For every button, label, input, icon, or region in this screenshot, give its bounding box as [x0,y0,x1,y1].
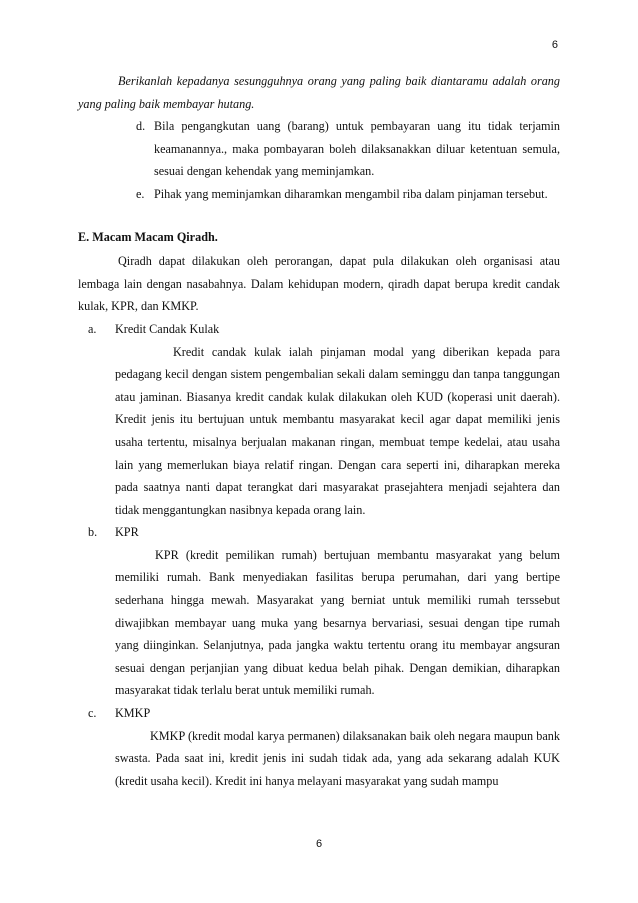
list-marker: e. [136,186,145,201]
credit-type-title: KPR [115,525,139,540]
list-marker: b. [88,525,98,540]
list-marker: c. [88,706,97,721]
credit-type-title: KMKP [115,706,151,721]
credit-type-title-row [88,702,560,725]
section-heading: E. Macam Macam Qiradh. [78,229,218,244]
page-number-top: 6 [551,39,558,51]
hadith-quote: Berikanlah kepadanya sesungguhnya orang yang paling baik diantaramu adalah orang yang paling baik membayar hutang. [78,74,560,111]
list-marker: a. [88,321,97,336]
credit-type-description: KMKP (kredit modal karya permanen) dilaksanakan baik oleh negara maupun bank swasta. Pada saat ini, kredit jenis ini sudah tidak ada, yang ada sekarang adalah KUK (kredit usaha kecil). Kredit ini hanya melayani masyarakat yang sudah mampu [115,728,560,788]
credit-type-item [78,521,560,702]
document-body [78,70,560,792]
credit-type-item [78,702,560,792]
credit-type-title: Kredit Candak Kulak [115,321,220,336]
credit-type-title-row [88,318,560,341]
credit-type-title-row [88,521,560,544]
condition-item-d [136,115,560,183]
section-intro: Qiradh dapat dilakukan oleh perorangan, dapat pula dilakukan oleh organisasi atau lembaga lain dengan nasabahnya. Dalam kehidupan modern, qiradh dapat berupa kredit candak kulak, KPR, dan KMKP. [78,254,560,314]
page-number-bottom: 6 [315,838,323,850]
condition-text: Pihak yang meminjamkan diharamkan mengambil riba dalam pinjaman tersebut. [154,186,548,201]
credit-type-item [78,318,560,521]
credit-type-description: Kredit candak kulak ialah pinjaman modal yang diberikan kepada para pedagang kecil dengan sistem pengembalian sekali dalam seminggu dan tanpa tanggungan atau jaminan. Biasanya kredit candak kulak dilakukan oleh KUD (koperasi unit daerah). Kredit jenis itu bertujuan untuk membantu masyarakat kecil agar dapat memiliki jenis usaha tertentu, misalnya berjualan makanan ringan, membuat tempe kedelai, atau usaha lain yang memerlukan biaya relatif ringan. Dengan cara seperti ini, diharapkan mereka pada saatnya nanti dapat terangkat dari masyarakat prasejahtera menjadi sejahtera dan tidak menggantungkan nasibnya kepada orang lain. [115,344,560,517]
condition-item-e [136,183,560,206]
list-marker: d. [136,119,146,134]
condition-text: Bila pengangkutan uang (barang) untuk pembayaran uang itu tidak terjamin keamanannya., maka pombayaran boleh dilaksanakkan diluar ketentuan semula, sesuai dengan kehendak yang meminjamkan. [154,119,560,179]
credit-type-description: KPR (kredit pemilikan rumah) bertujuan membantu masyarakat yang belum memiliki rumah. Bank menyediakan fasilitas berupa perumahan, dari yang bertipe sederhana hingga mewah. Masyarakat yang berniat untuk memiliki rumah terssebut diwajibkan membayar uang muka yang besarnya bervariasi, sesuai dengan tipe rumah yang diinginkan. Selanjutnya, pada jangka waktu tertentu orang itu membayar angsuran sesuai dengan perjanjian yang dibuat kedua belah pihak. Dengan demikian, diharapkan masyarakat tidak terlalu berat untuk memiliki rumah. [115,547,560,698]
